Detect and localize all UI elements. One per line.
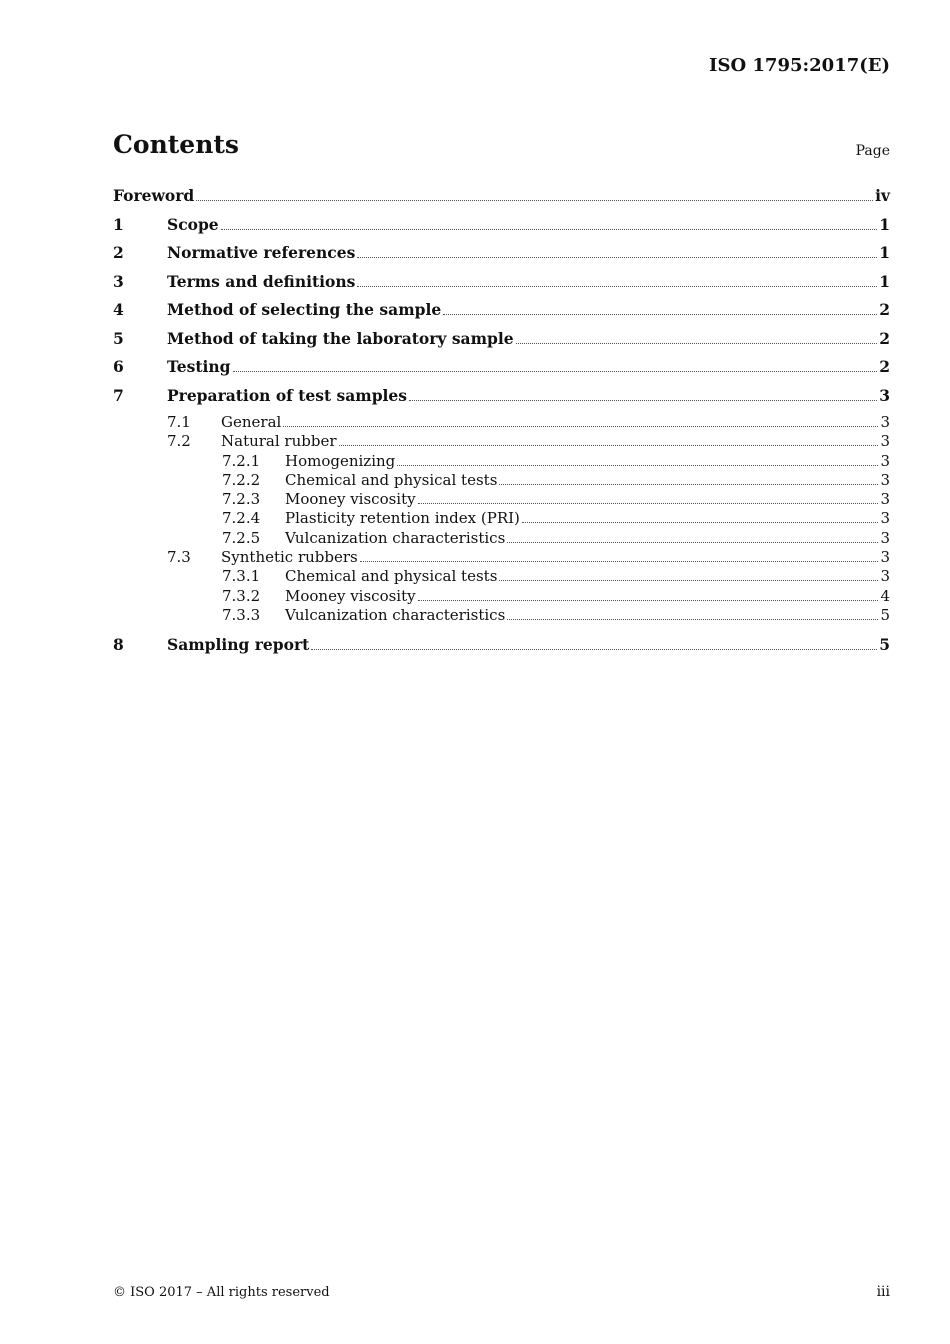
toc-entry-page: 3 <box>880 432 890 451</box>
toc-entry-title: Testing <box>167 357 231 376</box>
toc-entry-title: Natural rubber <box>221 432 337 451</box>
toc-entry-title: Foreword <box>113 186 195 205</box>
toc-entry[interactable] <box>113 413 890 432</box>
toc-entry-number: 1 <box>113 214 124 234</box>
toc-entry-title: Method of taking the laboratory sample <box>167 328 514 348</box>
contents-title: Contents <box>113 130 240 159</box>
copyright-notice: © ISO 2017 – All rights reserved <box>113 1285 330 1300</box>
dot-leader <box>418 600 879 601</box>
toc-entry-page: 2 <box>879 328 890 348</box>
toc-entry[interactable] <box>113 185 890 214</box>
toc-entry[interactable] <box>113 328 890 357</box>
toc-entry-title: Homogenizing <box>285 451 396 470</box>
toc-entry[interactable] <box>113 509 890 528</box>
toc-entry-number: 5 <box>113 328 124 348</box>
dot-leader <box>311 649 877 650</box>
toc-entry-page: 4 <box>880 586 890 605</box>
toc-entry[interactable] <box>113 529 890 548</box>
dot-leader <box>409 400 877 401</box>
toc-entry-page: 3 <box>880 413 890 431</box>
toc-entry[interactable] <box>113 548 890 567</box>
dot-leader <box>196 200 873 201</box>
toc-entry-number: 7.3 <box>167 548 191 567</box>
document-code: ISO 1795:2017(E) <box>709 55 890 76</box>
toc-entry-page: 1 <box>879 214 890 234</box>
toc-entry-title: Chemical and physical tests <box>285 470 498 489</box>
dot-leader <box>443 314 877 315</box>
toc-entry[interactable] <box>113 567 890 586</box>
toc-entry-page: 3 <box>880 548 890 567</box>
dot-leader <box>499 580 878 581</box>
toc-entry-number: 7.2.5 <box>222 528 261 547</box>
dot-leader <box>357 257 877 258</box>
toc-entry-page: 3 <box>880 470 890 489</box>
page-number: iii <box>876 1284 890 1300</box>
toc-entry[interactable] <box>113 471 890 490</box>
toc-entry-number: 7.2.1 <box>222 451 261 470</box>
toc-entry[interactable] <box>113 490 890 509</box>
toc-entry-title: Method of selecting the sample <box>167 300 442 319</box>
toc-entry-title: Synthetic rubbers <box>221 548 358 567</box>
toc-entry-number: 7.3.2 <box>222 586 261 605</box>
toc-entry-page: 1 <box>879 243 890 262</box>
dot-leader <box>507 542 878 543</box>
toc-entry-page: 5 <box>879 635 890 655</box>
toc-entry-title: Preparation of test samples <box>167 385 408 405</box>
dot-leader <box>507 619 878 620</box>
toc-entry-page: 3 <box>880 509 890 528</box>
toc-entry-number: 7.3.1 <box>222 567 261 586</box>
toc-entry-number: 4 <box>113 300 124 319</box>
toc-entry-number: 3 <box>113 271 124 291</box>
toc-entry-number: 7.1 <box>167 413 191 431</box>
dot-leader <box>418 503 879 504</box>
toc-entry-title: Sampling report <box>167 635 310 655</box>
toc-entry-number: 7.2.2 <box>222 470 261 489</box>
toc-entry-number: 7.3.3 <box>222 605 261 624</box>
toc-entry[interactable] <box>113 242 890 271</box>
toc-entry-page: 1 <box>879 271 890 291</box>
toc-entry-page: 3 <box>880 490 890 509</box>
dot-leader <box>522 522 879 523</box>
dot-leader <box>360 561 879 562</box>
toc-entry[interactable] <box>113 432 890 451</box>
table-of-contents <box>113 185 890 663</box>
toc-entry-title: Plasticity retention index (PRI) <box>285 509 520 528</box>
dot-leader <box>397 465 878 466</box>
dot-leader <box>233 371 878 372</box>
toc-entry-page: 2 <box>879 357 890 376</box>
toc-entry[interactable] <box>113 385 890 414</box>
toc-entry[interactable] <box>113 587 890 606</box>
dot-leader <box>283 426 878 427</box>
toc-entry-page: 3 <box>879 385 890 405</box>
toc-entry[interactable] <box>113 606 890 625</box>
dot-leader <box>516 343 878 344</box>
toc-entry-title: Chemical and physical tests <box>285 567 498 586</box>
toc-entry-page: 2 <box>879 300 890 319</box>
toc-entry-title: Vulcanization characteristics <box>285 605 506 624</box>
toc-entry-title: Vulcanization characteristics <box>285 528 506 547</box>
toc-entry[interactable] <box>113 299 890 328</box>
toc-entry-title: Mooney viscosity <box>285 586 416 605</box>
toc-entry-title: Scope <box>167 214 219 234</box>
toc-entry-title: Normative references <box>167 243 356 262</box>
toc-entry-title: Mooney viscosity <box>285 490 416 509</box>
page-column-label: Page <box>855 143 890 159</box>
toc-entry-number: 8 <box>113 635 124 655</box>
toc-entry[interactable] <box>113 356 890 385</box>
toc-entry-number: 7 <box>113 385 124 405</box>
toc-entry-title: General <box>221 413 282 431</box>
toc-entry[interactable] <box>113 271 890 300</box>
toc-entry-number: 7.2.3 <box>222 490 261 509</box>
toc-entry-page: 3 <box>880 451 890 470</box>
toc-entry-page: 3 <box>880 528 890 547</box>
toc-entry-page: 5 <box>880 605 890 624</box>
dot-leader <box>499 484 878 485</box>
toc-entry-number: 7.2 <box>167 432 191 451</box>
toc-entry-title: Terms and definitions <box>167 271 356 291</box>
dot-leader <box>339 445 879 446</box>
toc-entry-page: iv <box>875 186 890 205</box>
toc-entry[interactable] <box>113 214 890 243</box>
toc-entry[interactable] <box>113 634 890 663</box>
toc-entry-number: 7.2.4 <box>222 509 261 528</box>
toc-entry[interactable] <box>113 452 890 471</box>
toc-entry-number: 2 <box>113 243 124 262</box>
dot-leader <box>357 286 877 287</box>
toc-entry-page: 3 <box>880 567 890 586</box>
dot-leader <box>221 229 878 230</box>
toc-entry-number: 6 <box>113 357 124 376</box>
